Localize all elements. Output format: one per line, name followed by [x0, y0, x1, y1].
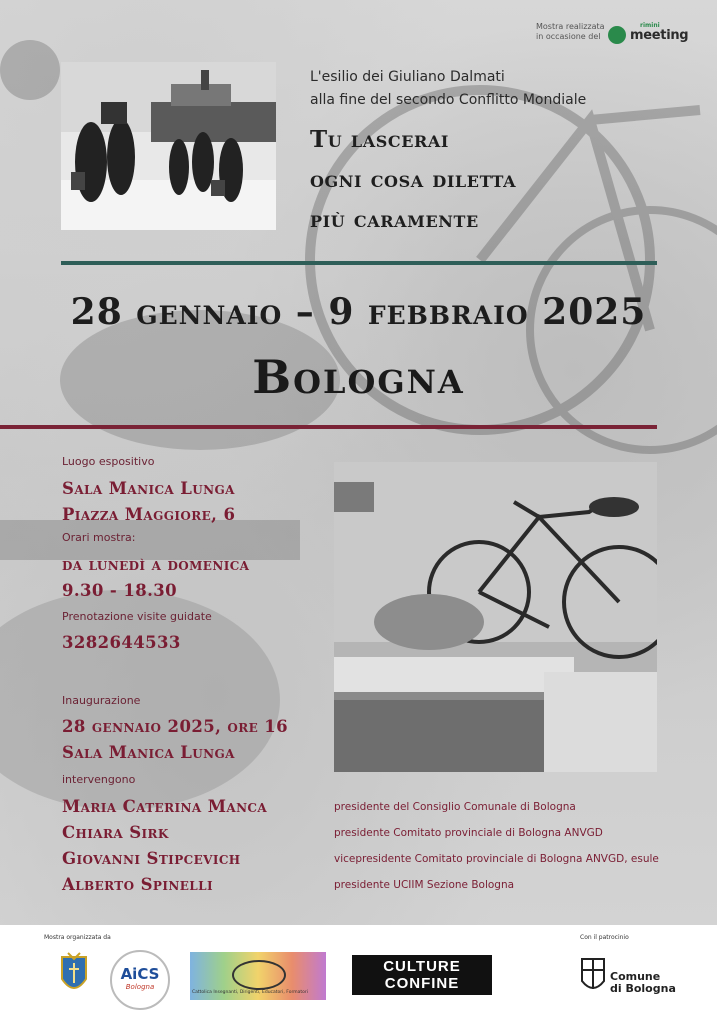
speaker-name: Alberto Spinelli — [62, 875, 213, 894]
patronage-label: Con il patrocinio — [580, 934, 629, 941]
venue-name: Sala Manica Lunga — [62, 479, 235, 498]
subtitle-line1: L'esilio dei Giuliano Dalmati — [310, 69, 505, 85]
title-line1: Tu lascerai — [310, 126, 450, 153]
uciim-logo — [190, 952, 326, 1000]
red-divider — [0, 425, 657, 429]
speaker-name: Giovanni Stipcevich — [62, 849, 241, 868]
meeting-logo-icon — [608, 26, 626, 44]
venue-address: Piazza Maggiore, 6 — [62, 505, 236, 524]
hours-time: 9.30 - 18.30 — [62, 581, 177, 600]
inauguration-label: Inaugurazione — [62, 694, 141, 707]
rimini-label: rimini — [640, 22, 660, 29]
bicycle-bed-photo — [334, 462, 657, 772]
event-city: Bologna — [252, 350, 465, 404]
refugees-ship-photo — [61, 62, 276, 230]
culture-logo-line1: CULTURE — [383, 958, 461, 975]
inauguration-date: 28 gennaio 2025, ore 16 — [62, 717, 289, 736]
speaker-role: presidente UCIIM Sezione Bologna — [334, 879, 515, 891]
title-line3: più caramente — [310, 206, 479, 233]
comune-line1: Comune — [610, 970, 661, 983]
anvgd-crest-icon — [60, 951, 88, 997]
booking-phone: 3282644533 — [62, 633, 181, 652]
culture-logo-line2: CONFINE — [384, 975, 460, 992]
exhibition-subtitle — [310, 66, 670, 112]
uciim-logo-sub: Cattolica Insegnanti, Dirigenti, Educatori, Formatori — [192, 990, 308, 995]
speaker-role: presidente del Consiglio Comunale di Bologna — [334, 801, 576, 813]
note-line2: in occasione del — [536, 32, 601, 41]
inauguration-venue: Sala Manica Lunga — [62, 743, 235, 762]
subtitle-line2: alla fine del secondo Conflitto Mondiale — [310, 92, 587, 108]
culture-di-confine-logo — [352, 955, 492, 995]
aics-logo-text: AiCS — [120, 965, 160, 983]
comune-bologna-text — [610, 971, 676, 995]
uciim-ring-icon — [232, 960, 286, 990]
hours-days: da lunedì a domenica — [62, 555, 250, 574]
title-line2: ogni cosa diletta — [310, 166, 517, 193]
green-divider — [61, 261, 657, 265]
speaker-name: Chiara Sirk — [62, 823, 169, 842]
venue-label: Luogo espositivo — [62, 455, 155, 468]
note-line1: Mostra realizzata — [536, 22, 605, 31]
booking-label: Prenotazione visite guidate — [62, 610, 212, 623]
organizers-label: Mostra organizzata da — [44, 934, 111, 941]
footer-logos — [0, 925, 717, 1024]
comune-line2: di Bologna — [610, 982, 676, 995]
speaker-role: presidente Comitato provinciale di Bologna ANVGD — [334, 827, 603, 839]
comune-crest-icon — [580, 955, 606, 995]
hours-label: Orari mostra: — [62, 531, 136, 544]
meeting-logo-text: meeting — [630, 28, 689, 43]
event-dates: 28 gennaio – 9 febbraio 2025 — [70, 291, 647, 333]
speaker-name: Maria Caterina Manca — [62, 797, 268, 816]
aics-logo-sub: Bologna — [125, 983, 155, 991]
speaker-role: vicepresidente Comitato provinciale di Bologna ANVGD, esule — [334, 853, 659, 865]
exhibition-title — [310, 120, 690, 240]
aics-logo — [110, 950, 170, 1010]
speakers-label: intervengono — [62, 773, 136, 786]
